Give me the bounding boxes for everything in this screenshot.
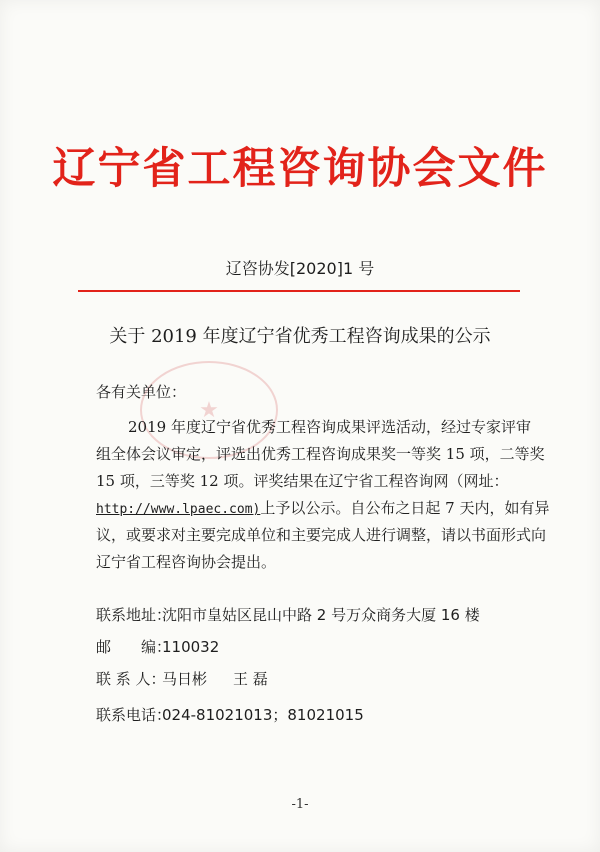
body-line-2: 组全体会议审定，评选出优秀工程咨询成果奖一等奖 15 项，二等奖 [96, 445, 545, 463]
body-line-1: 2019 年度辽宁省优秀工程咨询成果评选活动，经过专家评审 [128, 418, 531, 436]
address-value: 沈阳市皇姑区昆山中路 2 号万众商务大厦 16 楼 [162, 606, 480, 624]
contact-phone [96, 704, 364, 726]
body-line-4-text: 上予以公示。自公布之日起 7 天内，如有异 [260, 499, 550, 517]
contact-address [96, 604, 480, 626]
body-line-3: 15 项，三等奖 12 项。评奖结果在辽宁省工程咨询网（网址： [96, 472, 509, 490]
website-link[interactable]: http://www.lpaec.com) [96, 502, 261, 517]
body-line-5: 议，或要求对主要完成单位和主要完成人进行调整，请以书面形式向 [96, 526, 547, 544]
address-label: 联系地址： [96, 606, 172, 624]
document-number: 辽咨协发[2020]1 号 [225, 259, 375, 278]
body-line-4 [96, 497, 549, 521]
person-label: 联 系 人： [96, 670, 166, 688]
contact-postcode [96, 636, 219, 658]
person-1: 马日彬 [162, 670, 208, 688]
person-2: 王 磊 [233, 670, 268, 688]
contact-person [96, 668, 268, 690]
svg-text:★: ★ [199, 398, 219, 423]
red-divider [78, 290, 520, 292]
postcode-label: 邮 编： [96, 638, 172, 656]
document-header-title: 辽宁省工程咨询协会文件 [52, 144, 548, 194]
notice-title: 关于 2019 年度辽宁省优秀工程咨询成果的公示 [109, 326, 491, 347]
postcode-value: 110032 [162, 638, 220, 656]
salutation: 各有关单位： [96, 383, 187, 401]
phone-value: 024-81021013；81021015 [162, 706, 364, 724]
phone-label: 联系电话： [96, 706, 172, 724]
body-line-6: 辽宁省工程咨询协会提出。 [96, 553, 277, 571]
page-number: -1- [291, 797, 309, 812]
